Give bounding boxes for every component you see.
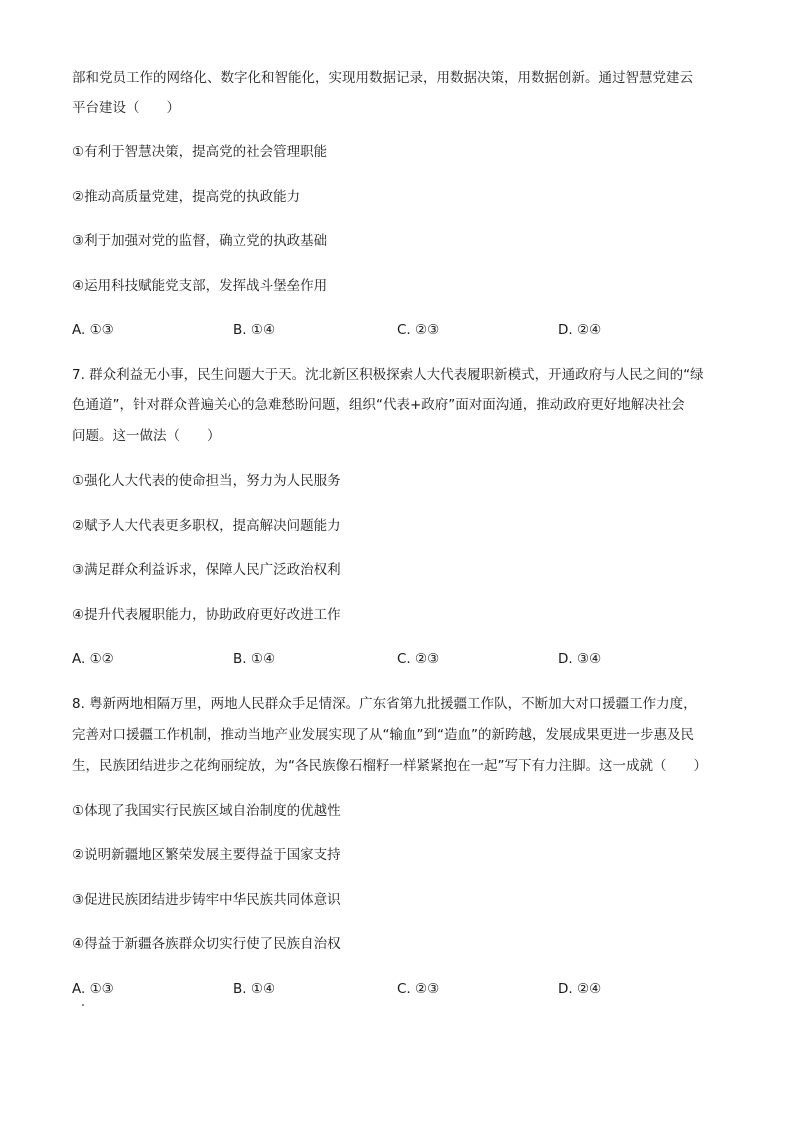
q8-option-a[interactable]: A. ①③ (72, 981, 114, 997)
q8-stem-line-1: 8. 粤新两地相隔万里，两地人民群众手足情深。广东省第九批援疆工作队，不断加大对口援疆工作力度， (72, 696, 697, 712)
q7-stem-line-3: 问题。这一做法（ ） (72, 428, 221, 444)
q8-option-d[interactable]: D. ②④ (558, 981, 602, 997)
stray-mark-dot (82, 1004, 84, 1006)
q6-option-d[interactable]: D. ②④ (558, 322, 602, 338)
q8-option-c[interactable]: C. ②③ (397, 981, 440, 997)
q8-options (72, 980, 722, 998)
q7-stem-line-2: 色通道”，针对群众普遍关心的急难愁盼问题，组织“代表+政府”面对面沟通，推动政府更好地解决社会 (72, 397, 685, 413)
q6-options (72, 321, 722, 339)
q7-options (72, 650, 722, 668)
q6-statement-1: ①有利于智慧决策，提高党的社会管理职能 (72, 144, 328, 160)
q7-statement-2: ②赋予人大代表更多职权，提高解决问题能力 (72, 518, 341, 534)
q7-option-b[interactable]: B. ①④ (233, 651, 276, 667)
q8-statement-4: ④得益于新疆各族群众切实行使了民族自治权 (72, 936, 341, 952)
q6-statement-4: ④运用科技赋能党支部，发挥战斗堡垒作用 (72, 278, 328, 294)
q7-option-a[interactable]: A. ①② (72, 651, 114, 667)
q6-option-a[interactable]: A. ①③ (72, 322, 114, 338)
q8-statement-2: ②说明新疆地区繁荣发展主要得益于国家支持 (72, 847, 341, 863)
q6-statement-2: ②推动高质量党建，提高党的执政能力 (72, 189, 301, 205)
q7-statement-1: ①强化人大代表的使命担当，努力为人民服务 (72, 473, 341, 489)
q6-option-c[interactable]: C. ②③ (397, 322, 440, 338)
q7-statement-3: ③满足群众利益诉求，保障人民广泛政治权利 (72, 562, 341, 578)
q8-option-b[interactable]: B. ①④ (233, 981, 276, 997)
q7-statement-4: ④提升代表履职能力，协助政府更好改进工作 (72, 607, 341, 623)
q8-statement-3: ③促进民族团结进步铸牢中华民族共同体意识 (72, 892, 341, 908)
q6-stem-line-1: 部和党员工作的网络化、数字化和智能化，实现用数据记录，用数据决策，用数据创新。通过智慧党建云 (72, 70, 693, 86)
q6-statement-3: ③利于加强对党的监督，确立党的执政基础 (72, 233, 328, 249)
q8-statement-1: ①体现了我国实行民族区域自治制度的优越性 (72, 803, 341, 819)
q6-option-b[interactable]: B. ①④ (233, 322, 276, 338)
q7-option-c[interactable]: C. ②③ (397, 651, 440, 667)
q7-stem-line-1: 7. 群众利益无小事，民生问题大于天。沈北新区积极探索人大代表履职新模式，开通政府与人民之间的“绿 (72, 367, 704, 383)
q8-stem-line-2: 完善对口援疆工作机制，推动当地产业发展实现了从“输血”到“造血”的新跨越，发展成果更进一步惠及民 (72, 727, 694, 743)
q8-stem-line-3: 生，民族团结进步之花绚丽绽放，为“各民族像石榴籽一样紧紧抱在一起”写下有力注脚。这一成就（ ） (72, 758, 707, 774)
q7-option-d[interactable]: D. ③④ (558, 651, 602, 667)
q6-stem-line-2: 平台建设（ ） (72, 100, 180, 116)
